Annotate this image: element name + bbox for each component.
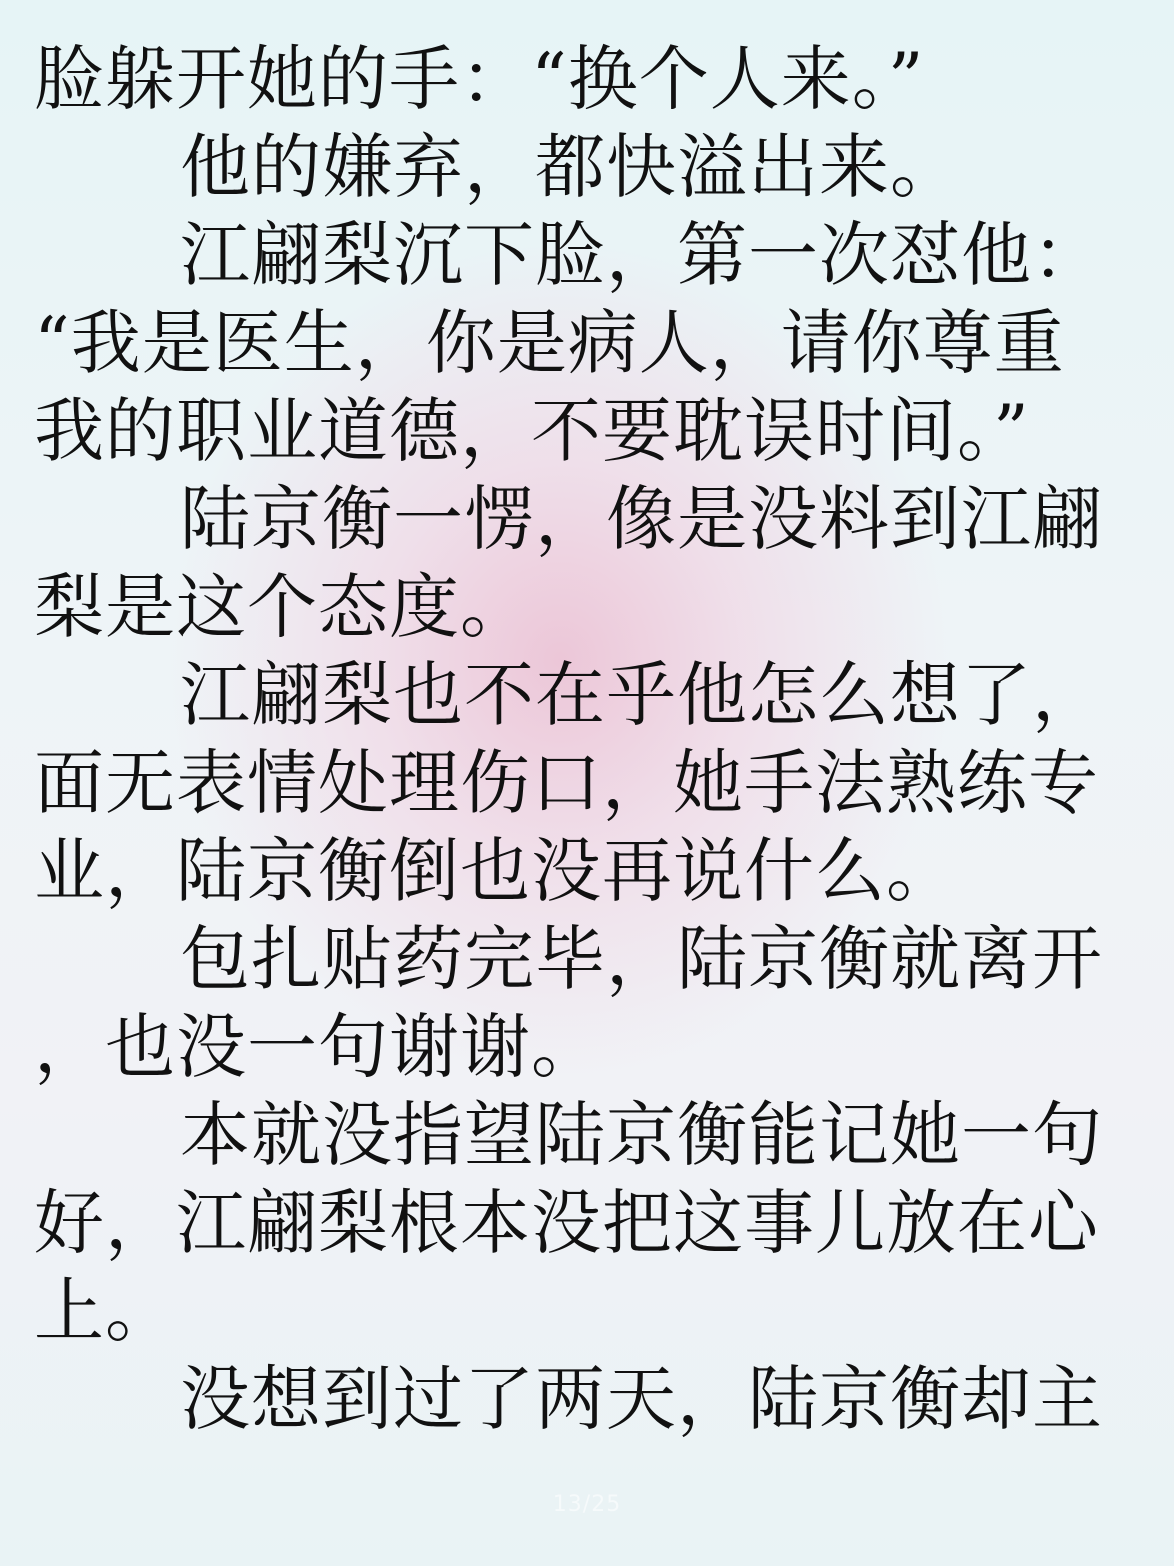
text-line: 上。 <box>34 1270 176 1352</box>
text-line: “我是医生，你是病人，请你尊重 <box>34 302 1065 384</box>
text-line: 陆京衡一愣，像是没料到江翩 <box>180 478 1103 560</box>
text-line: 本就没指望陆京衡能记她一句 <box>180 1094 1103 1176</box>
text-line: 我的职业道德，不要耽误时间。” <box>34 390 1030 472</box>
text-line: 江翩梨也不在乎他怎么想了， <box>180 654 1103 736</box>
page-indicator: 13/25 <box>552 1492 622 1517</box>
text-line: 包扎贴药完毕，陆京衡就离开 <box>180 918 1103 1000</box>
text-line: 江翩梨沉下脸，第一次怼他： <box>180 214 1103 296</box>
text-line: 好，江翩梨根本没把这事儿放在心 <box>34 1182 1099 1264</box>
text-line: 业，陆京衡倒也没再说什么。 <box>34 830 957 912</box>
text-line: 没想到过了两天，陆京衡却主 <box>180 1358 1103 1440</box>
text-line: 梨是这个态度。 <box>34 566 531 648</box>
text-line: ，也没一句谢谢。 <box>34 1006 602 1088</box>
text-line: 面无表情处理伤口，她手法熟练专 <box>34 742 1099 824</box>
text-line: 他的嫌弃，都快溢出来。 <box>180 126 961 208</box>
text-line: 脸躲开她的手：“换个人来。” <box>34 38 925 120</box>
